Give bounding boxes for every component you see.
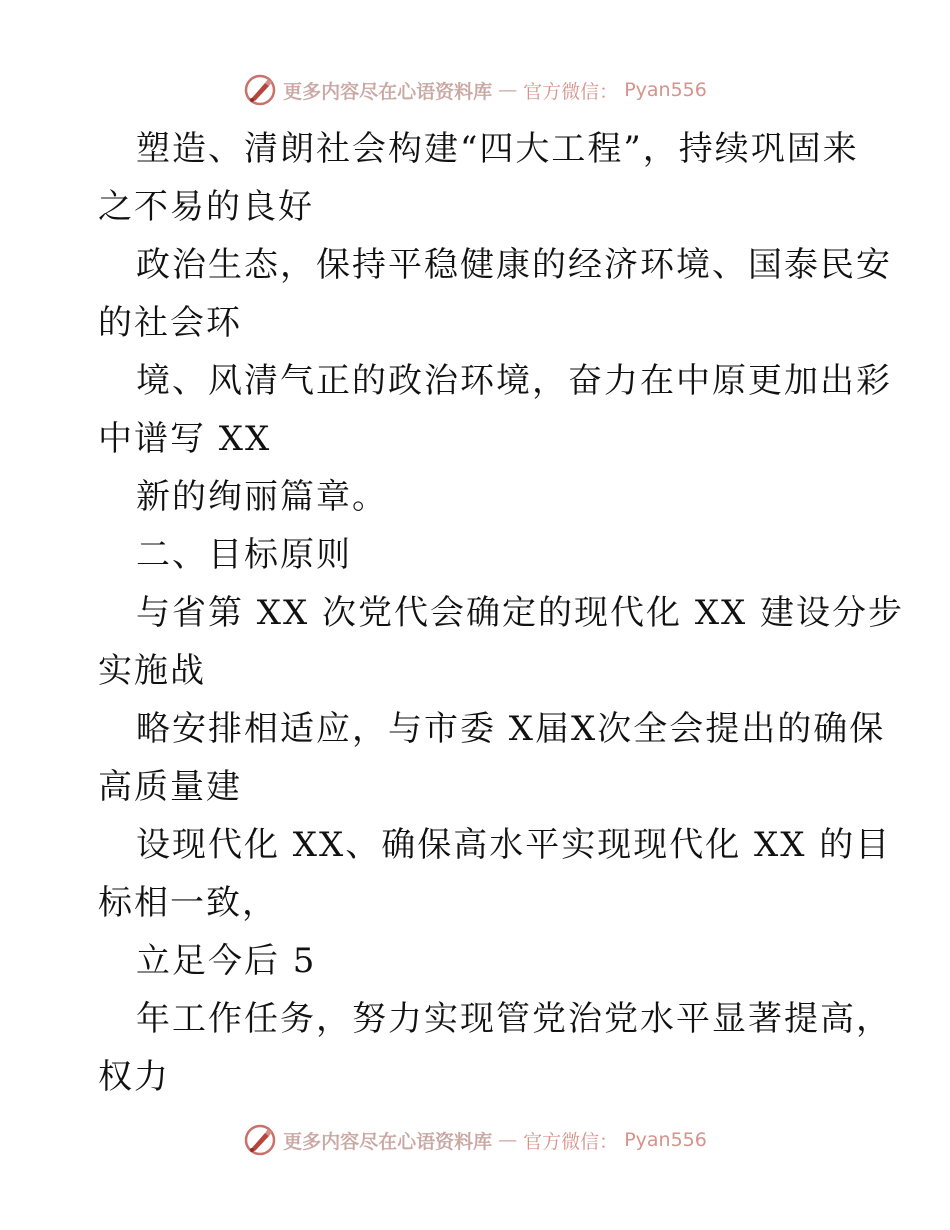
text-line: 之不易的良好 <box>98 187 314 227</box>
text-line: 政治生态，保持平稳健康的经济环境、国泰民安 <box>136 245 892 285</box>
text-line: 标相一致， <box>98 883 278 923</box>
text-line: 略安排相适应，与市委 X届X次全会提出的确保 <box>136 709 886 749</box>
watermark-contact-label: 官方微信： <box>523 80 619 103</box>
watermark-contact-id: Pyan556 <box>624 1129 707 1151</box>
text-line: 塑造、清朗社会构建“四大工程”，持续巩固来 <box>136 129 859 169</box>
text-line: 中谱写 XX <box>98 419 272 459</box>
text-line: 实施战 <box>98 651 206 691</box>
text-line: 与省第 XX 次党代会确定的现代化 XX 建设分步 <box>136 593 905 633</box>
pen-logo-icon <box>243 1123 277 1157</box>
header-watermark <box>0 70 950 110</box>
document-body <box>98 120 905 1106</box>
watermark-contact-id: Pyan556 <box>624 79 707 101</box>
text-line: 的社会环 <box>98 303 242 343</box>
watermark-brand: 更多内容尽在心语资料库 <box>283 80 493 103</box>
footer-watermark <box>0 1120 950 1160</box>
text-line: 权力 <box>98 1057 170 1097</box>
text-line: 高质量建 <box>98 767 242 807</box>
watermark-separator: — <box>498 79 518 101</box>
text-line: 境、风清气正的政治环境，奋力在中原更加出彩 <box>136 361 892 401</box>
watermark-contact-label: 官方微信： <box>523 1130 619 1153</box>
text-line: 二、目标原则 <box>136 535 352 575</box>
text-line: 新的绚丽篇章。 <box>136 477 388 517</box>
watermark-separator: — <box>498 1129 518 1151</box>
text-line: 年工作任务，努力实现管党治党水平显著提高， <box>136 999 892 1039</box>
text-line: 设现代化 XX、确保高水平实现现代化 XX 的目 <box>136 825 892 865</box>
watermark-brand: 更多内容尽在心语资料库 <box>283 1130 493 1153</box>
text-line: 立足今后 5 <box>136 941 317 981</box>
pen-logo-icon <box>243 73 277 107</box>
